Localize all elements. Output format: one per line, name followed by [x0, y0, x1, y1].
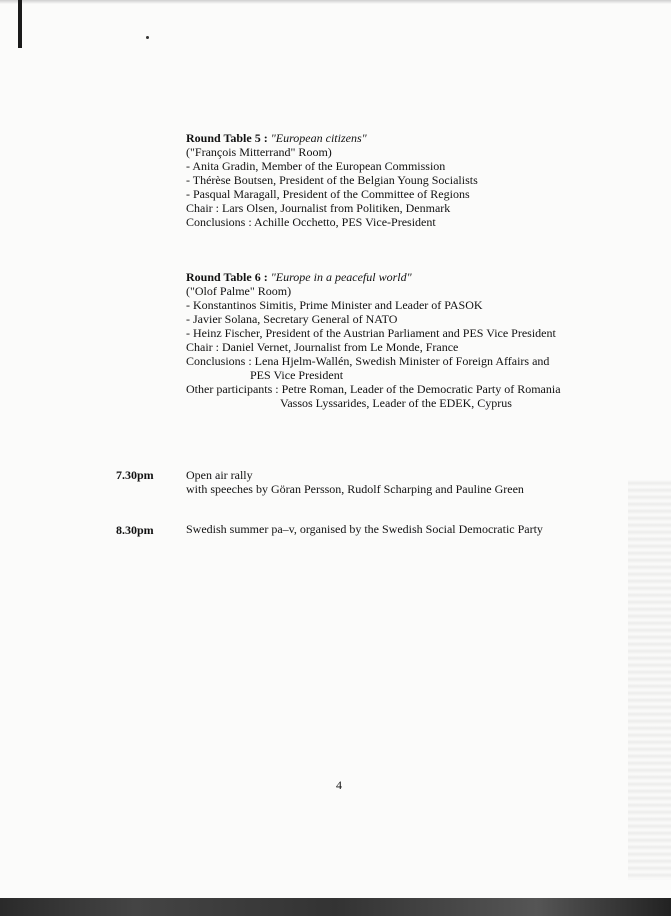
round-table-5-conclusions: Conclusions : Achille Occhetto, PES Vice-President: [186, 215, 436, 229]
round-table-6-other-participants-cont: Vassos Lyssarides, Leader of the EDEK, Cyprus: [280, 396, 512, 410]
round-table-6-line: - Konstantinos Simitis, Prime Minister and Leader of PASOK: [186, 298, 483, 312]
round-table-5-line: - Anita Gradin, Member of the European Commission: [186, 159, 446, 173]
round-table-6-line: - Javier Solana, Secretary General of NATO: [186, 312, 398, 326]
schedule-event-line: Open air rally: [186, 468, 253, 482]
schedule-time: 7.30pm: [116, 468, 154, 482]
schedule-event: [186, 522, 543, 536]
scan-binding-mark: [18, 0, 22, 48]
page-number: 4: [336, 778, 342, 792]
round-table-5-heading: [186, 131, 478, 145]
scan-edge-bottom: [0, 898, 671, 916]
round-table-6: [186, 270, 561, 410]
schedule-event-line: with speeches by Göran Persson, Rudolf Scharping and Pauline Green: [186, 482, 524, 496]
round-table-5-line: - Thérèse Boutsen, President of the Belgian Young Socialists: [186, 173, 478, 187]
round-table-6-conclusions: Conclusions : Lena Hjelm-Wallén, Swedish Minister of Foreign Affairs and: [186, 354, 550, 368]
schedule-event: [186, 468, 524, 496]
scan-speck: [146, 36, 149, 39]
round-table-5: [186, 131, 478, 229]
round-table-6-room: ("Olof Palme" Room): [186, 284, 292, 298]
round-table-6-conclusions-cont: PES Vice President: [250, 368, 344, 382]
round-table-5-label: Round Table 5 :: [186, 131, 268, 145]
round-table-6-chair: Chair : Daniel Vernet, Journalist from Le Monde, France: [186, 340, 459, 354]
scan-edge-top: [0, 0, 671, 4]
scan-noise: [628, 480, 671, 880]
round-table-6-line: - Heinz Fischer, President of the Austrian Parliament and PES Vice President: [186, 326, 556, 340]
round-table-5-line: - Pasqual Maragall, President of the Committee of Regions: [186, 187, 470, 201]
schedule-event-line: Swedish summer pa–v, organised by the Swedish Social Democratic Party: [186, 522, 543, 536]
round-table-6-heading: [186, 270, 561, 284]
round-table-5-theme: "European citizens": [270, 131, 367, 145]
round-table-6-other-participants: Other participants : Petre Roman, Leader of the Democratic Party of Romania: [186, 382, 561, 396]
schedule-time: 8.30pm: [116, 523, 154, 537]
round-table-6-theme: "Europe in a peaceful world": [270, 270, 412, 284]
round-table-6-label: Round Table 6 :: [186, 270, 268, 284]
round-table-5-chair: Chair : Lars Olsen, Journalist from Politiken, Denmark: [186, 201, 451, 215]
round-table-5-room: ("François Mitterrand" Room): [186, 145, 332, 159]
